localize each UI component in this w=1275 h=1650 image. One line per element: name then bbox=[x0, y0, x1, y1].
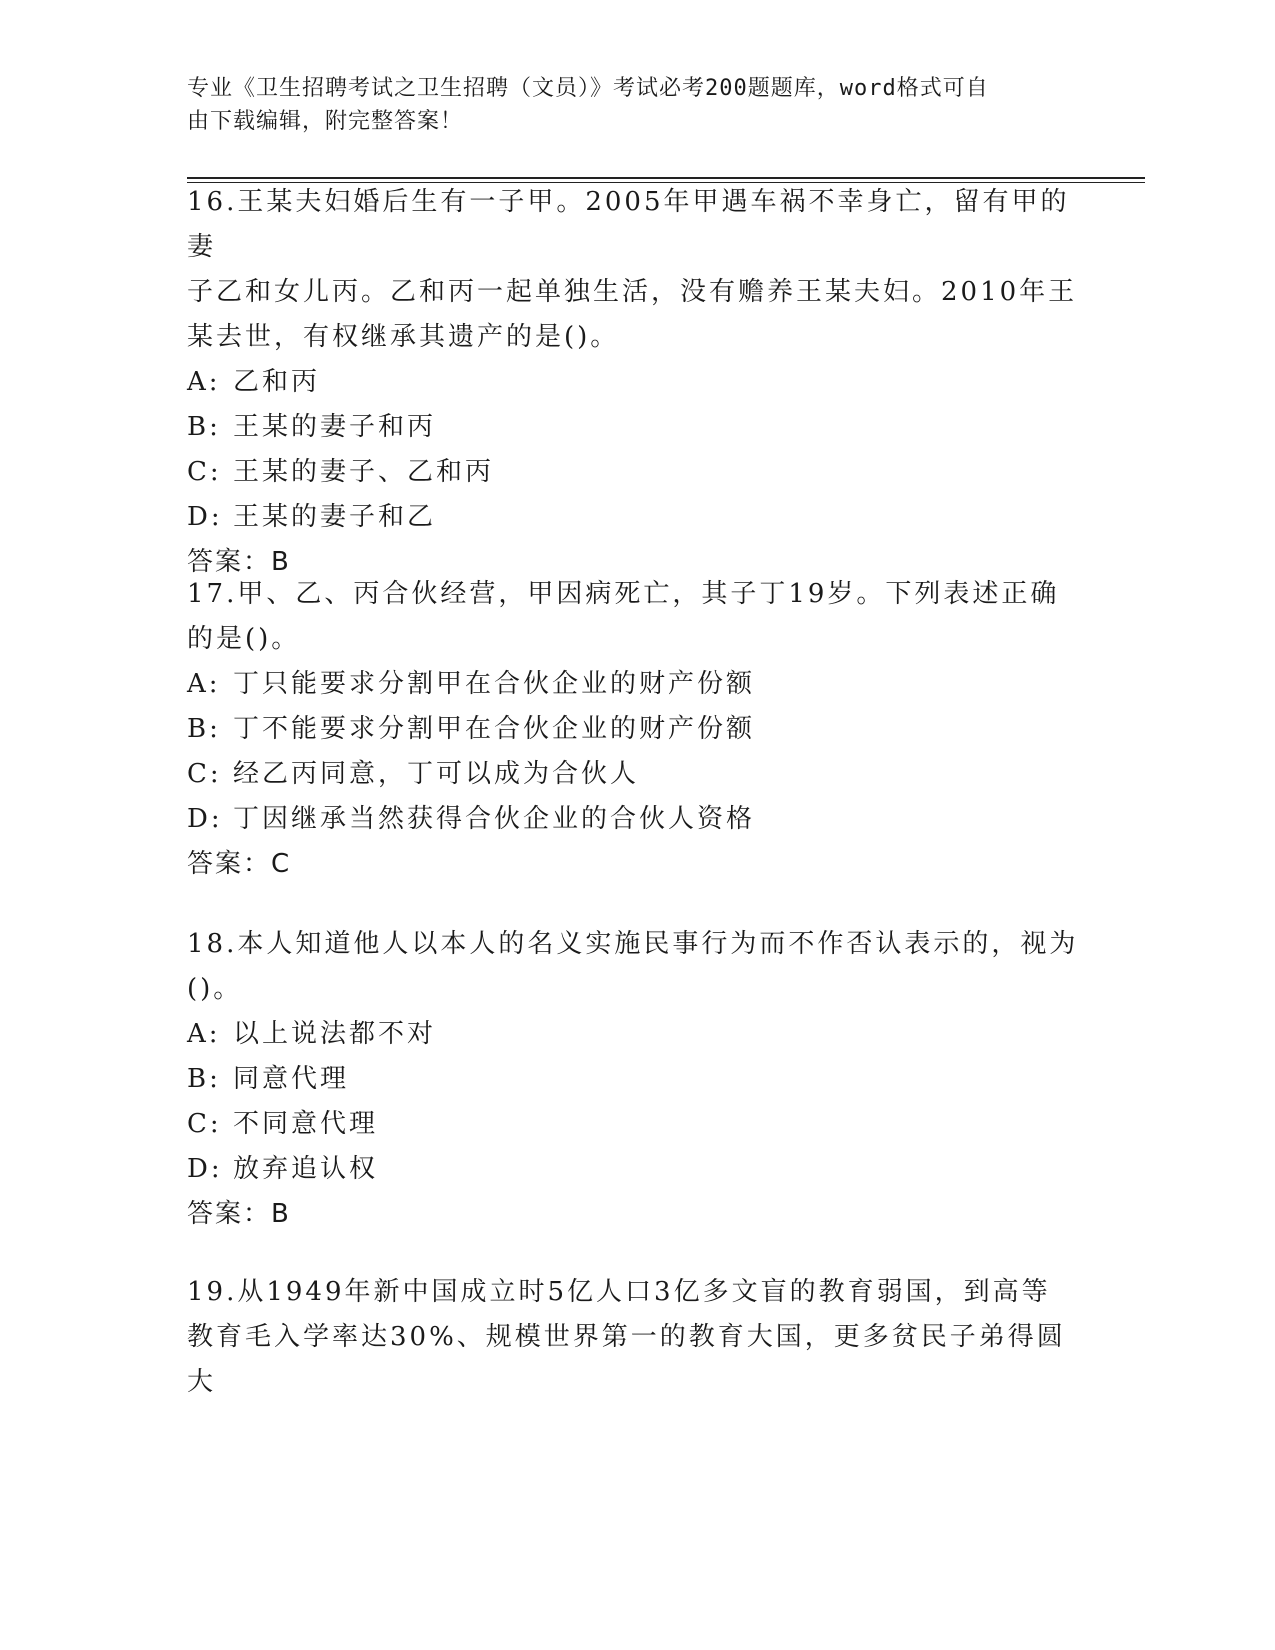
option-b bbox=[187, 707, 1087, 752]
question-stem-line: 教育毛入学率达30%、规模世界第一的教育大国，更多贫民子弟得圆大 bbox=[187, 1322, 1066, 1397]
option-text: 王某的妻子和乙 bbox=[233, 502, 437, 532]
option-text: 丁只能要求分割甲在合伙企业的财产份额 bbox=[233, 669, 756, 699]
option-letter: C: bbox=[187, 759, 222, 789]
option-d bbox=[187, 797, 1087, 842]
option-letter: A: bbox=[187, 1019, 221, 1049]
option-c bbox=[187, 752, 1087, 797]
question-stem-line: 子乙和女儿丙。乙和丙一起单独生活，没有赡养王某夫妇。2010年王 bbox=[187, 277, 1078, 307]
answer-label: 答案：B bbox=[187, 547, 291, 577]
option-c bbox=[187, 1102, 1087, 1147]
option-text: 以上说法都不对 bbox=[233, 1019, 437, 1049]
question-stem-line: 17.甲、乙、丙合伙经营，甲因病死亡，其子丁19岁。下列表述正确 bbox=[187, 579, 1060, 609]
question-stem-line: 的是()。 bbox=[187, 624, 301, 654]
option-letter: D: bbox=[187, 1154, 223, 1184]
question-stem-line: 某去世，有权继承其遗产的是()。 bbox=[187, 322, 620, 352]
option-text: 经乙丙同意，丁可以成为合伙人 bbox=[233, 759, 640, 789]
question-16 bbox=[187, 180, 1087, 585]
option-a bbox=[187, 1012, 1087, 1057]
header-title-line-1: 专业《卫生招聘考试之卫生招聘（文员）》考试必考200题题库，word格式可自 bbox=[187, 76, 989, 101]
option-c bbox=[187, 450, 1087, 495]
option-letter: A: bbox=[187, 669, 221, 699]
option-d bbox=[187, 495, 1087, 540]
option-letter: C: bbox=[187, 457, 222, 487]
option-letter: A: bbox=[187, 367, 221, 397]
option-text: 不同意代理 bbox=[233, 1109, 379, 1139]
question-stem-line: 19.从1949年新中国成立时5亿人口3亿多文盲的教育弱国，到高等 bbox=[187, 1277, 1051, 1307]
option-text: 丁不能要求分割甲在合伙企业的财产份额 bbox=[233, 714, 756, 744]
option-text: 同意代理 bbox=[233, 1064, 350, 1094]
option-a bbox=[187, 360, 1087, 405]
header-divider-thick bbox=[187, 177, 1145, 179]
question-stem-line: ()。 bbox=[187, 974, 243, 1004]
option-letter: D: bbox=[187, 804, 223, 834]
option-letter: B: bbox=[187, 714, 221, 744]
answer-label: 答案：B bbox=[187, 1199, 291, 1229]
option-letter: B: bbox=[187, 1064, 221, 1094]
question-stem-line: 16.王某夫妇婚后生有一子甲。2005年甲遇车祸不幸身亡，留有甲的妻 bbox=[187, 187, 1070, 262]
option-d bbox=[187, 1147, 1087, 1192]
option-letter: C: bbox=[187, 1109, 222, 1139]
option-letter: B: bbox=[187, 412, 221, 442]
header-title-line-2: 由下载编辑，附完整答案！ bbox=[187, 109, 464, 134]
question-stem-line: 18.本人知道他人以本人的名义实施民事行为而不作否认表示的，视为 bbox=[187, 929, 1079, 959]
option-text: 乙和丙 bbox=[233, 367, 321, 397]
option-b bbox=[187, 405, 1087, 450]
document-header bbox=[187, 72, 1067, 138]
question-17 bbox=[187, 572, 1087, 887]
question-18 bbox=[187, 922, 1087, 1237]
question-19 bbox=[187, 1270, 1087, 1405]
option-text: 王某的妻子、乙和丙 bbox=[233, 457, 495, 487]
option-b bbox=[187, 1057, 1087, 1102]
option-a bbox=[187, 662, 1087, 707]
option-text: 丁因继承当然获得合伙企业的合伙人资格 bbox=[233, 804, 756, 834]
answer-label: 答案：C bbox=[187, 849, 292, 879]
option-text: 放弃追认权 bbox=[233, 1154, 379, 1184]
option-letter: D: bbox=[187, 502, 223, 532]
option-text: 王某的妻子和丙 bbox=[233, 412, 437, 442]
